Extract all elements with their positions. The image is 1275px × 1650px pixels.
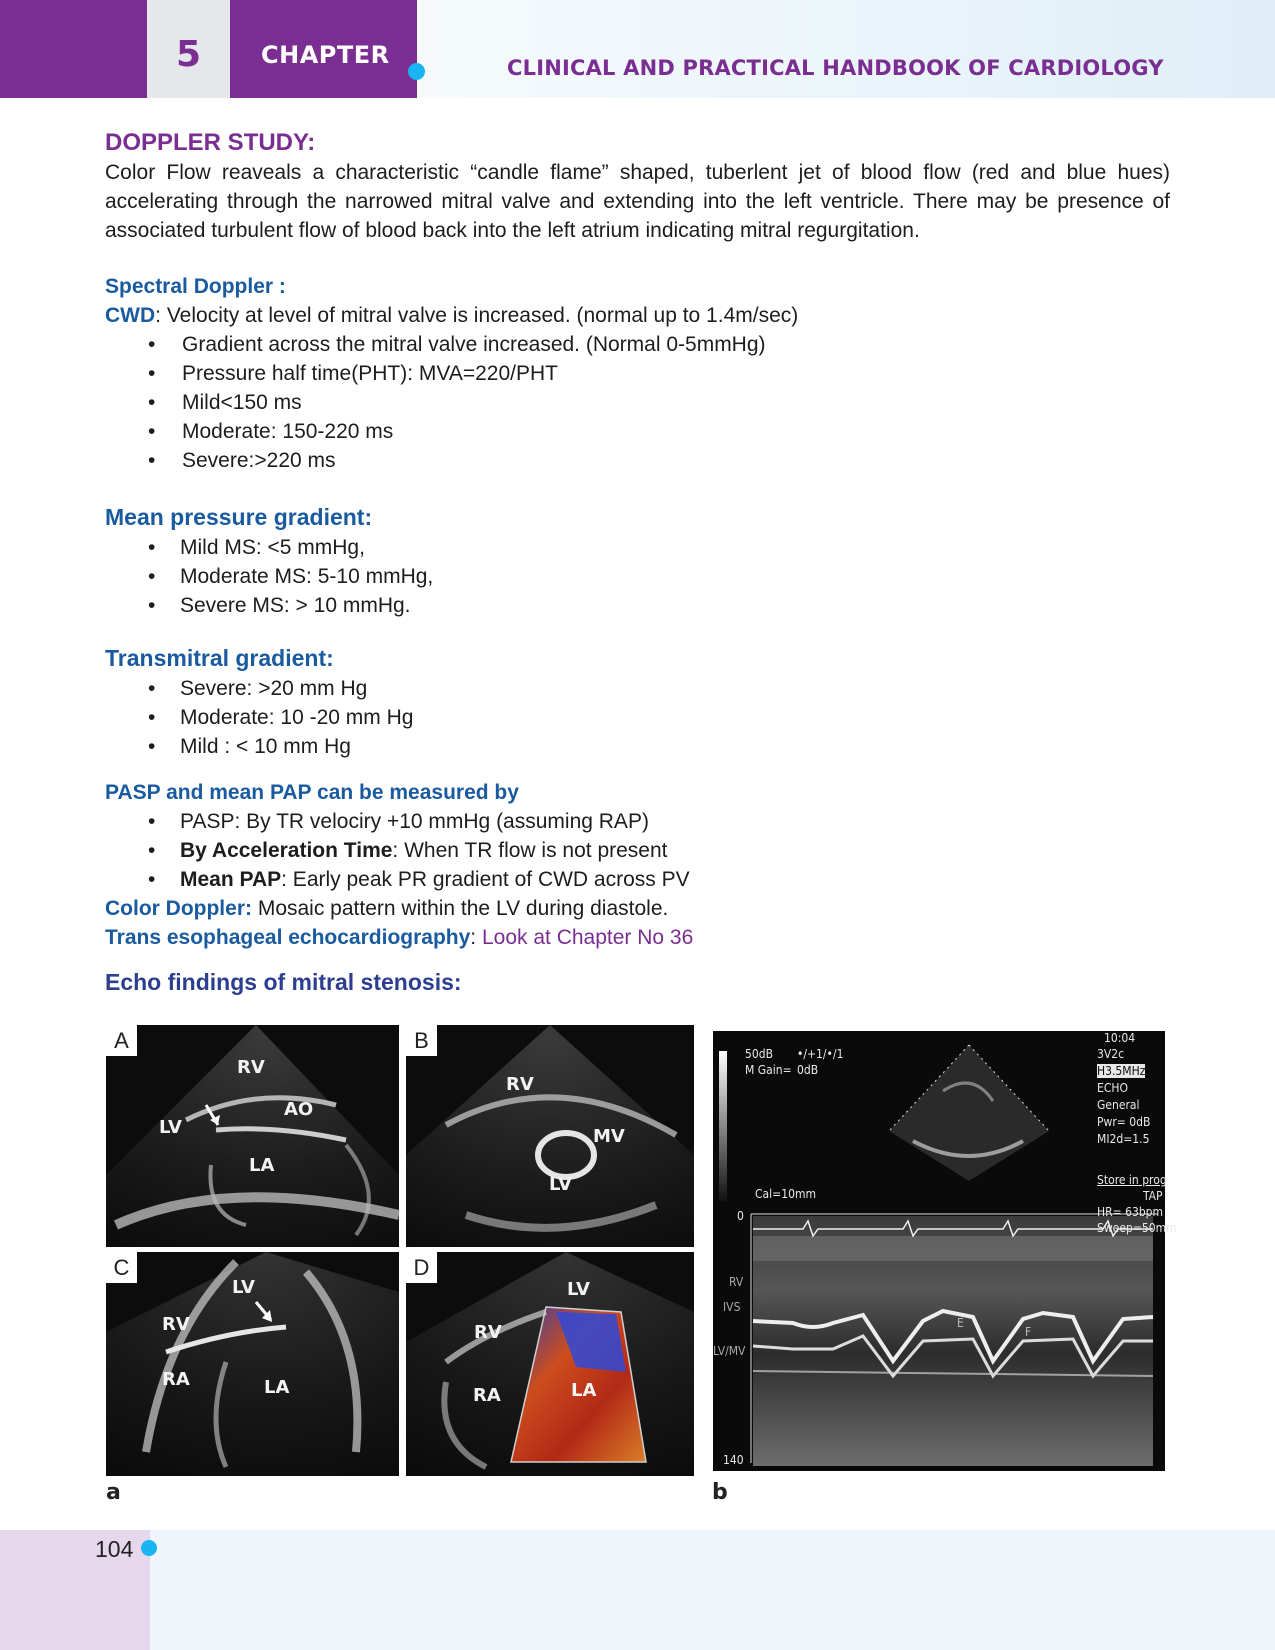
figure-b-caption: b — [712, 1480, 728, 1505]
wave-label: E — [957, 1316, 964, 1330]
depth-scale-top: 0 — [737, 1209, 744, 1223]
probe-line: MI2d=1.5 — [1097, 1132, 1150, 1146]
page-dot-icon — [141, 1540, 157, 1556]
probe-line: Pwr= 0dB — [1097, 1115, 1151, 1129]
figure-b — [713, 1031, 1177, 1471]
wave-label: F — [1025, 1325, 1032, 1339]
header-accent-bar — [0, 0, 147, 98]
mgain-value: 0dB — [797, 1063, 819, 1077]
anatomy-label: AO — [284, 1099, 314, 1120]
anatomy-label: RV — [506, 1074, 534, 1095]
list-item: • Mild<150 ms — [105, 388, 1170, 417]
echo-panel-c — [106, 1252, 399, 1476]
chapter-label: CHAPTER — [261, 41, 390, 69]
list-item — [105, 865, 1170, 894]
echo-heading: Echo findings of mitral stenosis: — [105, 969, 462, 995]
cwd-label: CWD — [105, 304, 156, 327]
probe-line: H3.5MHz — [1097, 1064, 1146, 1078]
list-item: • Moderate: 150-220 ms — [105, 417, 1170, 446]
page-number: 104 — [95, 1536, 134, 1562]
db-readout: 50dB — [745, 1047, 773, 1061]
page-content — [105, 128, 1170, 998]
echo-panel-b — [406, 1025, 694, 1247]
list-item — [105, 836, 1170, 865]
anatomy-label: MV — [593, 1126, 625, 1147]
figure-a-caption: a — [106, 1480, 121, 1505]
depth-scale-bottom: 140 — [723, 1453, 744, 1467]
anatomy-label: RV — [162, 1314, 190, 1335]
panel-letter: D — [406, 1252, 437, 1283]
anatomy-label: LA — [249, 1155, 275, 1176]
hr-readout: HR= 63bpm — [1097, 1205, 1164, 1219]
side-label: RV — [729, 1275, 744, 1289]
echo-panel-a — [106, 1025, 399, 1247]
page-footer — [0, 1530, 1275, 1650]
spectral-list — [105, 330, 1170, 475]
anatomy-label: LV — [549, 1174, 572, 1195]
mgain-label: M Gain= — [745, 1063, 792, 1077]
anatomy-label: RA — [473, 1385, 501, 1406]
page-header — [0, 0, 1275, 98]
anatomy-label: LV — [567, 1279, 590, 1300]
panel-letter: A — [106, 1025, 137, 1056]
anatomy-label: LV — [232, 1277, 255, 1298]
list-item: • Moderate MS: 5-10 mmHg, — [105, 562, 1170, 591]
list-item-bold: By Acceleration Time — [180, 839, 393, 862]
list-item-text: : Early peak PR gradient of CWD across PV — [281, 868, 690, 891]
pasp-list — [105, 807, 1170, 894]
anatomy-label: RV — [237, 1057, 265, 1078]
anatomy-label: LV — [159, 1117, 182, 1138]
list-item: • Mild MS: <5 mmHg, — [105, 533, 1170, 562]
list-item: • Severe:>220 ms — [105, 446, 1170, 475]
list-item-text: : When TR flow is not present — [392, 839, 668, 862]
doppler-paragraph: Color Flow reaveals a characteristic “candle flame” shaped, tuberlent jet of blood flow (red and blue hues) accelerating through the narrowed mitral valve and extending into the left ventricle. There may be presence of associated turbulent flow of blood back into the left atrium indicating mitral regurgitation. — [105, 161, 1170, 242]
list-item: • Severe: >20 mm Hg — [105, 674, 1170, 703]
list-item: • Mild : < 10 mm Hg — [105, 732, 1170, 761]
anatomy-label: LA — [571, 1380, 597, 1401]
color-doppler-text: Mosaic pattern within the LV during diastole. — [252, 897, 669, 920]
marker-readout: •/+1/•/1 — [797, 1047, 844, 1061]
echo-panel-d — [406, 1252, 694, 1476]
figure-a — [106, 1025, 694, 1476]
mean-gradient-list — [105, 533, 1170, 620]
chapter-number: 5 — [175, 33, 202, 75]
color-doppler-line — [105, 894, 1170, 923]
chapter-label-box — [230, 0, 417, 98]
cwd-line — [105, 301, 1170, 330]
anatomy-label: RA — [162, 1369, 190, 1390]
cwd-text: : Velocity at level of mitral valve is increased. (normal up to 1.4m/sec) — [155, 304, 799, 327]
tee-label: Trans esophageal echocardiography — [105, 926, 471, 949]
echo-panel-d-image — [406, 1252, 694, 1476]
mean-gradient-heading: Mean pressure gradient: — [105, 504, 373, 530]
transmitral-list — [105, 674, 1170, 761]
probe-line: General — [1097, 1098, 1140, 1112]
list-item: • Moderate: 10 -20 mm Hg — [105, 703, 1170, 732]
sweep-readout: Sweep=50mm — [1097, 1221, 1177, 1235]
list-item-bold: Mean PAP — [180, 868, 282, 891]
time-readout: 10:04 — [1104, 1031, 1136, 1045]
transmitral-heading: Transmitral gradient: — [105, 645, 334, 671]
tee-separator: : — [470, 926, 482, 949]
m-mode-image — [713, 1031, 1165, 1471]
anatomy-label: RV — [474, 1322, 502, 1343]
list-item: • Pressure half time(PHT): MVA=220/PHT — [105, 359, 1170, 388]
anatomy-label: LA — [264, 1377, 290, 1398]
spectral-heading: Spectral Doppler : — [105, 275, 286, 298]
book-title: CLINICAL AND PRACTICAL HANDBOOK OF CARDIOLOGY — [507, 56, 1164, 80]
echo-panel-b-image — [406, 1025, 694, 1247]
color-doppler-label: Color Doppler: — [105, 897, 252, 920]
panel-letter: B — [406, 1025, 437, 1056]
store-label: Store in prog — [1097, 1173, 1167, 1187]
probe-line: ECHO — [1097, 1081, 1128, 1095]
panel-letter: C — [106, 1252, 137, 1283]
list-item: • PASP: By TR velociry +10 mmHg (assuming RAP) — [105, 807, 1170, 836]
tee-line — [105, 923, 1170, 952]
chapter-number-box — [147, 0, 230, 98]
pasp-heading: PASP and mean PAP can be measured by — [105, 781, 519, 804]
tap-label: TAP — [1143, 1189, 1163, 1203]
list-item: • Severe MS: > 10 mmHg. — [105, 591, 1170, 620]
side-label: IVS — [723, 1300, 741, 1314]
header-dot-icon — [408, 63, 425, 80]
side-label: LV/MV — [713, 1344, 746, 1358]
chapter-link[interactable]: Look at Chapter No 36 — [481, 926, 694, 949]
probe-line: 3V2c — [1097, 1047, 1125, 1061]
doppler-heading: DOPPLER STUDY: — [105, 129, 316, 156]
cal-readout: Cal=10mm — [755, 1187, 816, 1201]
list-item: • Gradient across the mitral valve increased. (Normal 0-5mmHg) — [105, 330, 1170, 359]
